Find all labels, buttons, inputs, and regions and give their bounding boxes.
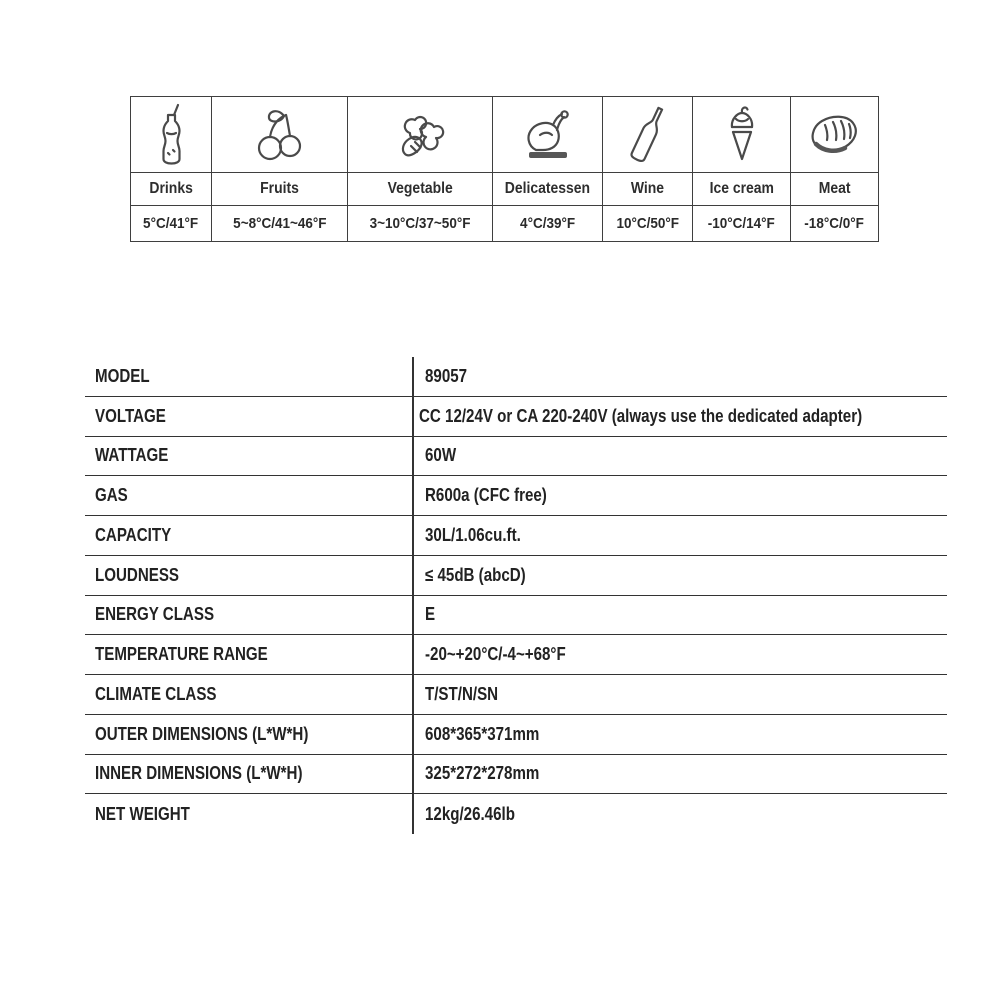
spec-row-capacity	[85, 516, 947, 556]
delicatessen-icon-cell	[493, 97, 602, 173]
spec-label: CLIMATE CLASS	[95, 683, 217, 704]
food-column-vegetable	[348, 97, 493, 241]
spec-row-outer-dimensions	[85, 715, 947, 755]
food-column-delicatessen	[493, 97, 603, 241]
spec-value: R600a (CFC free)	[425, 485, 547, 506]
spec-value: 608*365*371mm	[425, 723, 540, 744]
spec-value: 30L/1.06cu.ft.	[425, 524, 521, 545]
roast-chicken-icon	[520, 108, 576, 162]
spec-row-energy-class	[85, 596, 947, 636]
spec-row-net-weight	[85, 794, 947, 834]
spec-value: E	[425, 604, 436, 625]
food-temp-meat: -18°C/0°F	[804, 215, 865, 232]
food-temp-wine: 10°C/50°F	[616, 215, 679, 232]
spec-table-column-divider	[412, 357, 414, 834]
spec-value: 325*272*278mm	[425, 763, 540, 784]
ice-cream-icon-cell	[693, 97, 790, 173]
spec-label: OUTER DIMENSIONS (L*W*H)	[95, 723, 309, 744]
food-temp-fruits: 5~8°C/41~46°F	[232, 215, 327, 232]
spec-label: INNER DIMENSIONS (L*W*H)	[95, 763, 303, 784]
ice-cream-icon	[724, 105, 760, 165]
spec-value: CC 12/24V or CA 220-240V (always use the dedicated adapter)	[419, 405, 863, 426]
food-column-drinks	[131, 97, 212, 241]
food-column-wine	[603, 97, 693, 241]
food-temp-drinks: 5°C/41°F	[143, 215, 199, 232]
wine-bottle-icon	[619, 99, 676, 170]
spec-value: 60W	[425, 445, 457, 466]
spec-row-loudness	[85, 556, 947, 596]
spec-value: T/ST/N/SN	[425, 683, 499, 704]
spec-row-gas	[85, 476, 947, 516]
steak-icon	[806, 111, 864, 159]
spec-row-climate-class	[85, 675, 947, 715]
vegetable-icon	[394, 109, 446, 161]
food-column-ice-cream	[693, 97, 791, 241]
spec-label: VOLTAGE	[95, 405, 166, 426]
food-name-drinks: Drinks	[131, 173, 211, 206]
spec-value: ≤ 45dB (abcD)	[425, 564, 526, 585]
spec-label: CAPACITY	[95, 524, 172, 545]
spec-value: 89057	[425, 365, 468, 386]
food-name-wine: Wine	[603, 173, 692, 206]
food-name-vegetable: Vegetable	[348, 173, 492, 206]
food-name-meat: Meat	[791, 173, 878, 206]
spec-label: WATTAGE	[95, 445, 169, 466]
spec-label: LOUDNESS	[95, 564, 180, 585]
spec-row-wattage	[85, 437, 947, 477]
spec-label: ENERGY CLASS	[95, 604, 215, 625]
spec-table	[85, 357, 947, 834]
spec-row-inner-dimensions	[85, 755, 947, 795]
fruits-icon-cell	[212, 97, 347, 173]
food-temp-vegetable: 3~10°C/37~50°F	[369, 215, 471, 232]
spec-value: -20~+20°C/-4~+68°F	[425, 644, 566, 665]
food-temp-delicatessen: 4°C/39°F	[519, 215, 576, 232]
food-name-delicatessen: Delicatessen	[493, 173, 602, 206]
food-name-ice-cream: Ice cream	[693, 173, 790, 206]
food-column-meat	[791, 97, 878, 241]
spec-label: GAS	[95, 485, 128, 506]
spec-row-model	[85, 357, 947, 397]
wine-icon-cell	[603, 97, 692, 173]
meat-icon-cell	[791, 97, 878, 173]
spec-row-temperature-range	[85, 635, 947, 675]
cherries-icon	[255, 108, 305, 162]
food-column-fruits	[212, 97, 348, 241]
drinks-icon-cell	[131, 97, 211, 173]
vegetable-icon-cell	[348, 97, 492, 173]
food-temp-ice-cream: -10°C/14°F	[707, 215, 776, 232]
spec-label: NET WEIGHT	[95, 803, 190, 824]
spec-value: 12kg/26.46lb	[425, 803, 515, 824]
drinks-bottle-icon	[154, 103, 188, 167]
food-name-fruits: Fruits	[212, 173, 347, 206]
spec-label: MODEL	[95, 365, 150, 386]
spec-row-voltage	[85, 397, 947, 437]
spec-label: TEMPERATURE RANGE	[95, 644, 268, 665]
food-temperature-table	[130, 96, 879, 242]
